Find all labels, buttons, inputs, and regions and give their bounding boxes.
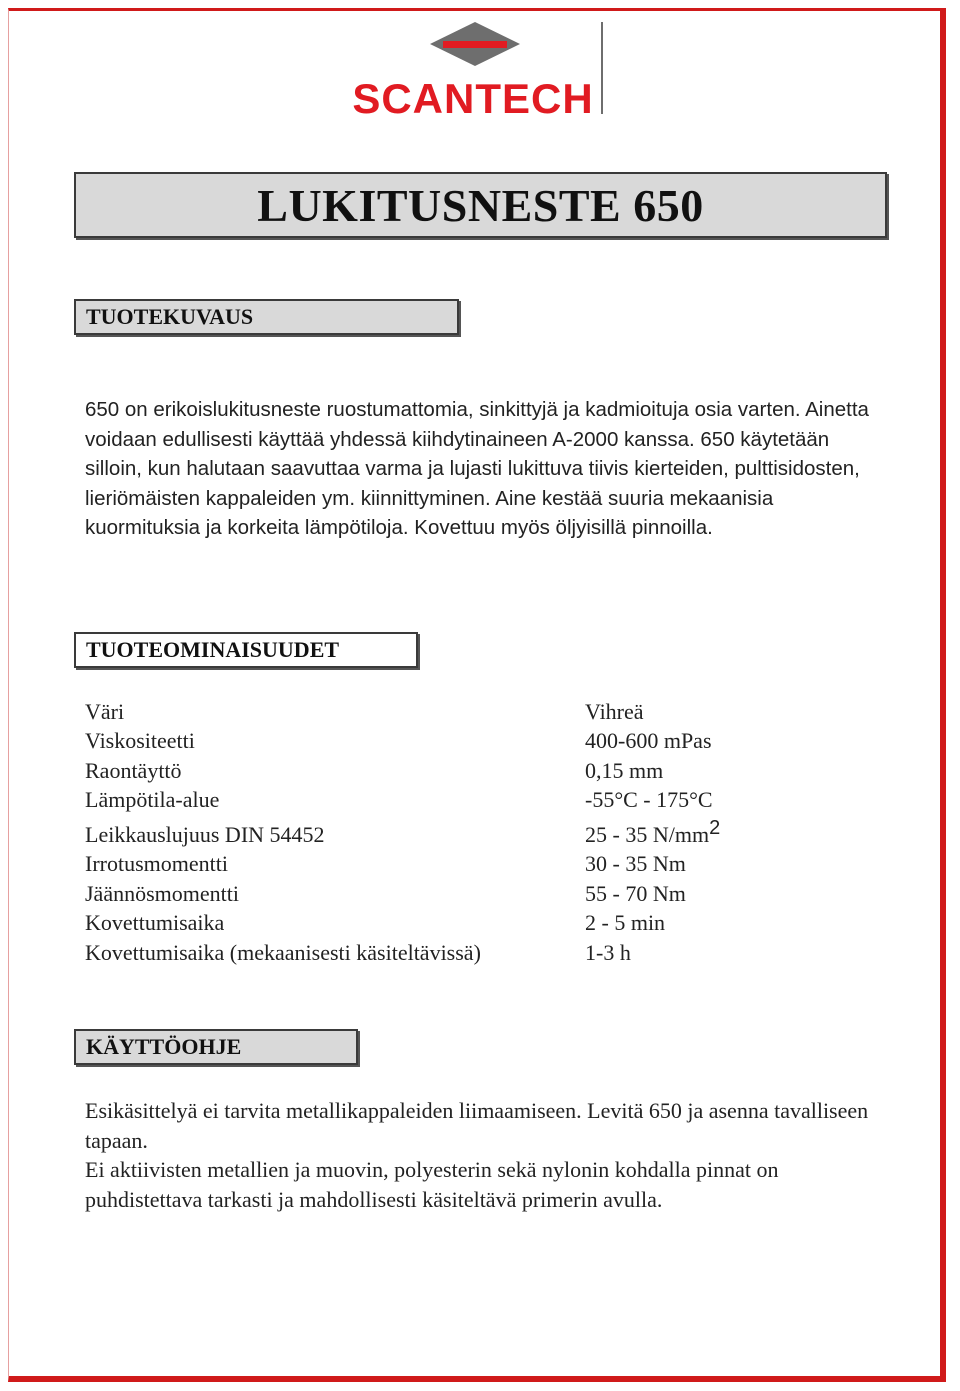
usage-paragraph: Esikäsittelyä ei tarvita metallikappaleiden liimaamiseen. Levitä 650 ja asenna tavalliseen tapaan. xyxy=(85,1098,869,1153)
property-row xyxy=(85,940,885,970)
property-label: Raontäyttö xyxy=(85,758,182,783)
property-row xyxy=(85,728,885,758)
property-value: 0,15 mm xyxy=(585,758,664,783)
property-label: Lämpötila-alue xyxy=(85,787,220,812)
property-label: Väri xyxy=(85,699,125,724)
property-value-superscript: 2 xyxy=(709,817,721,839)
usage-paragraph: Ei aktiivisten metallien ja muovin, polyesterin sekä nylonin kohdalla pinnat on puhdistettava tarkasti ja mahdollisesti käsiteltävä primerin avulla. xyxy=(85,1157,779,1212)
property-value: -55°C - 175°C xyxy=(585,787,713,812)
property-label: Kovettumisaika (mekaanisesti käsiteltävissä) xyxy=(85,940,481,965)
property-value-text: 25 - 35 N/mm xyxy=(585,822,710,847)
property-row xyxy=(85,881,885,911)
property-value: Vihreä xyxy=(585,699,644,724)
property-value: 400-600 mPas xyxy=(585,728,712,753)
section-heading-properties: TUOTEOMINAISUUDET xyxy=(74,632,418,668)
property-value: 1-3 h xyxy=(585,940,631,965)
property-label: Leikkauslujuus DIN 54452 xyxy=(85,822,325,847)
section-heading-description: TUOTEKUVAUS xyxy=(74,299,459,335)
section-heading-usage: KÄYTTÖOHJE xyxy=(74,1029,358,1065)
property-value: 30 - 35 Nm xyxy=(585,851,686,876)
property-row xyxy=(85,787,885,817)
logo-divider xyxy=(601,22,603,114)
property-label: Viskositeetti xyxy=(85,728,195,753)
property-row xyxy=(85,699,885,729)
document-title: LUKITUSNESTE 650 xyxy=(257,179,704,231)
property-row xyxy=(85,851,885,881)
property-value: 55 - 70 Nm xyxy=(585,881,686,906)
document-title-box xyxy=(74,172,887,238)
property-row xyxy=(85,758,885,788)
property-value xyxy=(585,817,721,848)
property-label: Irrotusmomentti xyxy=(85,851,228,876)
scantech-logo xyxy=(344,18,606,118)
property-row xyxy=(85,817,885,852)
property-label: Kovettumisaika xyxy=(85,910,225,935)
description-paragraph: 650 on erikoislukitusneste ruostumattomia, sinkittyjä ja kadmioituja osia varten. Ainetta voidaan edullisesti käyttää yhdessä kiihdytinaineen A-2000 kanssa. 650 käytetään silloin, kun halutaan saavuttaa varma ja lujasti lukittuva tiivis kierteiden, pulttisidosten, lieriömäisten kappaleiden ym. kiinnittyminen. Aine kestää suuria mekaanisia kuormituksia ja korkeita lämpötiloja. Kovettuu myös öljyisillä pinnoilla. xyxy=(85,398,869,540)
property-label: Jäännösmomentti xyxy=(85,881,239,906)
property-value: 2 - 5 min xyxy=(585,910,666,935)
svg-text:SCANTECH: SCANTECH xyxy=(352,75,594,118)
property-row xyxy=(85,910,885,940)
